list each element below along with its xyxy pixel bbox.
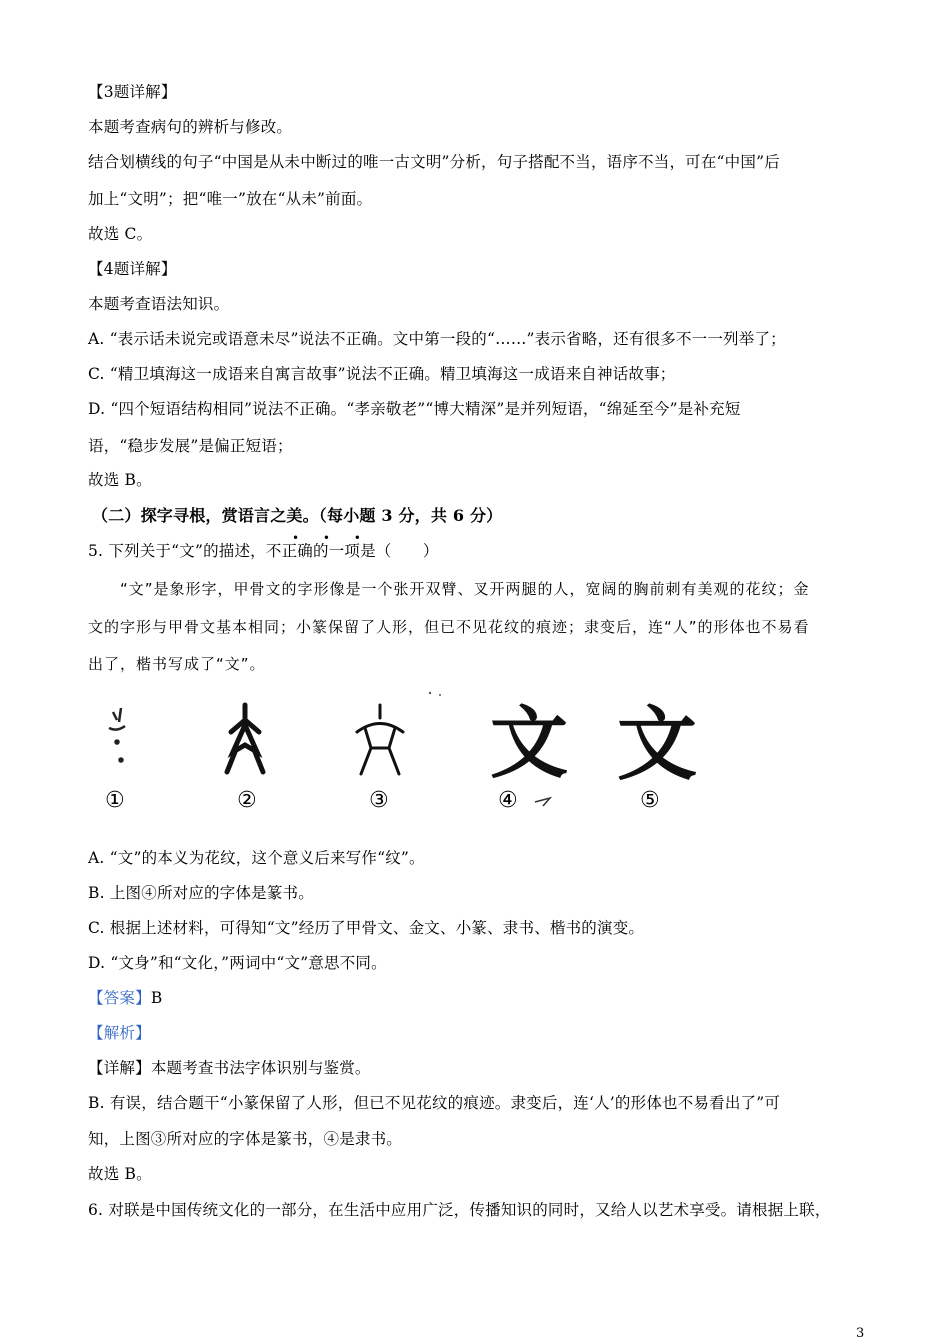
q4-detail-heading: 【4题详解】 [88, 260, 177, 278]
text-line: C. “精卫填海这一成语来自寓言故事”说法不正确。精卫填海这一成语来自神话故事； [88, 365, 676, 383]
figure-label-3: ③ [369, 788, 389, 813]
question-5: 5. 下列关于“文”的描述，不正确的一项是（ ） [88, 542, 439, 560]
figure-label-1: ① [105, 788, 125, 813]
passage-line: “文”是象形字，甲骨文的字形像是一个张开双臂、叉开两腿的人，宽阔的胸前刺有美观的花纹；金 [120, 580, 810, 598]
detail-row [88, 1058, 371, 1078]
section-heading: （二）探字寻根，赏语言之美。（每小题 3 分，共 6 分） [92, 506, 503, 525]
question-6: 6. 对联是中国传统文化的一部分，在生活中应用广泛，传播知识的同时，又给人以艺术享受。请根据上联， [88, 1201, 831, 1219]
answer-value: B [150, 989, 163, 1007]
bronze-glyph [227, 705, 263, 772]
text-line: A. “表示话未说完或语意未尽”说法不正确。文中第一段的“……”表示省略，还有很多不一一列举了； [88, 330, 786, 348]
regular-script-glyph: 文 [617, 698, 697, 791]
passage-line: 出了，楷书写成了“文”。 [88, 655, 266, 673]
detail-label: 【详解】 [88, 1059, 151, 1077]
seal-glyph [357, 705, 403, 774]
text-line: 结合划横线的句子“中国是从未中断过的唯一古文明”分析，句子搭配不当，语序不当，可在“中国”后 [88, 153, 780, 171]
option-d: D. “文身”和“文化，”两词中“文”意思不同。 [88, 954, 387, 972]
figure-label-2: ② [237, 788, 257, 813]
text-line: 故选 C。 [88, 225, 153, 243]
emphasis-dots: • • • [292, 531, 371, 545]
text-line: 知，上图③所对应的字体是篆书，④是隶书。 [88, 1130, 403, 1148]
q3-detail-heading: 【3题详解】 [88, 83, 177, 101]
text-line: 本题考查语法知识。 [88, 295, 230, 313]
option-b: B. 上图④所对应的字体是篆书。 [88, 884, 314, 902]
figure-label-4: ④ [498, 788, 518, 813]
text-line: 故选 B。 [88, 471, 152, 489]
text-line: D. “四个短语结构相同”说法不正确。“孝亲敬老”“博大精深”是并列短语，“绵延至今”是补充短 [88, 400, 741, 418]
clerical-glyph: 文 [490, 699, 569, 789]
evolution-glyphs-svg [95, 690, 715, 820]
option-a: A. “文”的本义为花纹，这个意义后来写作“纹”。 [88, 849, 425, 867]
passage-line: 文的字形与甲骨文基本相同；小篆保留了人形，但已不见花纹的痕迹；隶变后，连“人”的形体也不易看 [88, 618, 810, 636]
text-line: 本题考查病句的辨析与修改。 [88, 118, 293, 136]
option-c: C. 根据上述材料，可得知“文”经历了甲骨文、金文、小篆、隶书、楷书的演变。 [88, 919, 645, 937]
text-line: B. 有误，结合题干“小篆保留了人形，但已不见花纹的痕迹。隶变后，连‘人’的形体也不易看出了”可 [88, 1094, 781, 1112]
answer-row [88, 988, 162, 1008]
detail-text: 本题考查书法字体识别与鉴赏。 [150, 1059, 371, 1077]
text-line: 加上“文明”；把“唯一”放在“从未”前面。 [88, 190, 373, 208]
oracle-bone-glyph [109, 708, 125, 762]
answer-label: 【答案】 [88, 989, 151, 1007]
text-line: 语，“稳步发展”是偏正短语； [88, 437, 293, 455]
figure-label-5: ⑤ [640, 788, 660, 813]
text-line: 故选 B。 [88, 1165, 152, 1183]
character-evolution-figure [95, 690, 715, 820]
page-number: 3 [856, 1326, 865, 1341]
analysis-label: 【解析】 [88, 1024, 151, 1042]
